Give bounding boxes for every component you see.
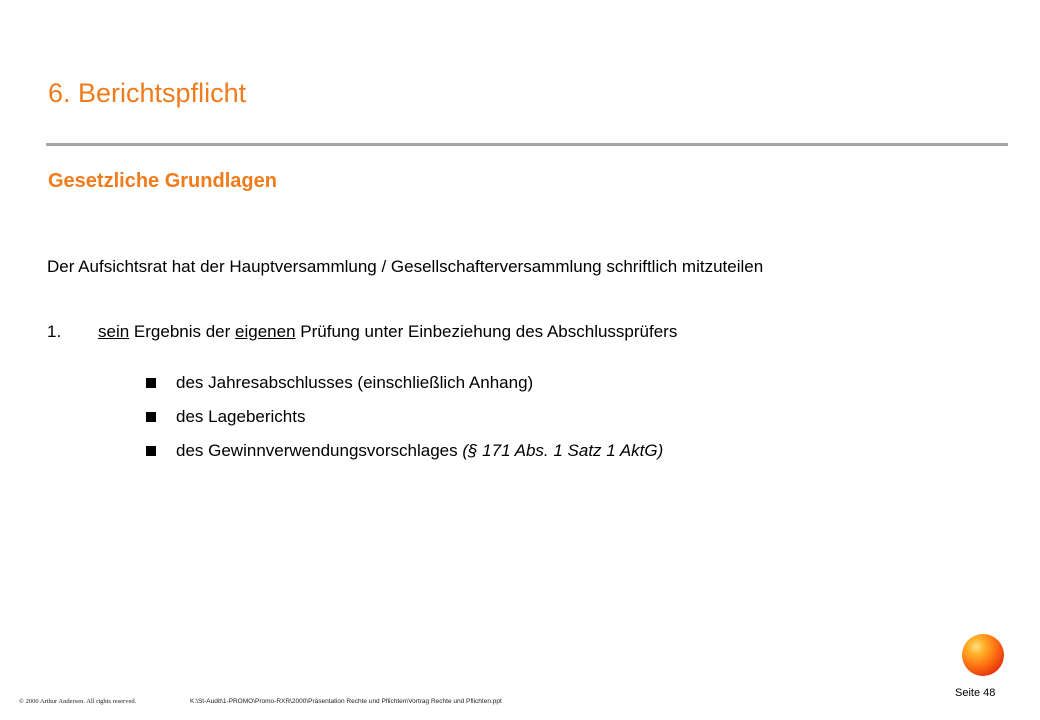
bullet-item bbox=[144, 404, 663, 438]
legal-reference: (§ 171 Abs. 1 Satz 1 AktG) bbox=[462, 441, 664, 460]
underlined-word-sein: sein bbox=[98, 322, 130, 341]
underlined-word-eigenen: eigenen bbox=[235, 322, 296, 341]
bullet-list bbox=[144, 370, 663, 472]
square-bullet-icon bbox=[146, 378, 156, 388]
numbered-item bbox=[47, 322, 677, 342]
item-text-part-1: Ergebnis der bbox=[129, 322, 236, 341]
square-bullet-icon bbox=[146, 446, 156, 456]
title-divider bbox=[46, 143, 1008, 146]
orange-sphere-logo-icon bbox=[962, 634, 1004, 676]
slide-subtitle: Gesetzliche Grundlagen bbox=[48, 170, 277, 192]
page-number: Seite 48 bbox=[955, 687, 996, 699]
bullet-item bbox=[144, 438, 663, 472]
footer-file-path: K:\St-Audit\1-PROMO\Promo-RXR\2000\Präsentation Rechte und Pflichten\Vortrag Rechte und Pflichten.ppt bbox=[190, 698, 502, 705]
bullet-item bbox=[144, 370, 663, 404]
item-text-part-2: Prüfung unter Einbeziehung des Abschlussprüfers bbox=[295, 322, 678, 341]
bullet-text: des Jahresabschlusses (einschließlich Anhang) bbox=[176, 373, 534, 392]
bullet-text: des Lageberichts bbox=[176, 407, 306, 426]
slide-title: 6. Berichtspflicht bbox=[48, 78, 247, 108]
square-bullet-icon bbox=[146, 412, 156, 422]
bullet-text: des Gewinnverwendungsvorschlages bbox=[176, 441, 463, 460]
item-number: 1. bbox=[47, 322, 62, 341]
footer-copyright: © 2000 Arthur Andersen. All rights reserved. bbox=[19, 698, 137, 705]
intro-paragraph: Der Aufsichtsrat hat der Hauptversammlung / Gesellschafterversammlung schriftlich mitzuteilen bbox=[47, 257, 764, 276]
